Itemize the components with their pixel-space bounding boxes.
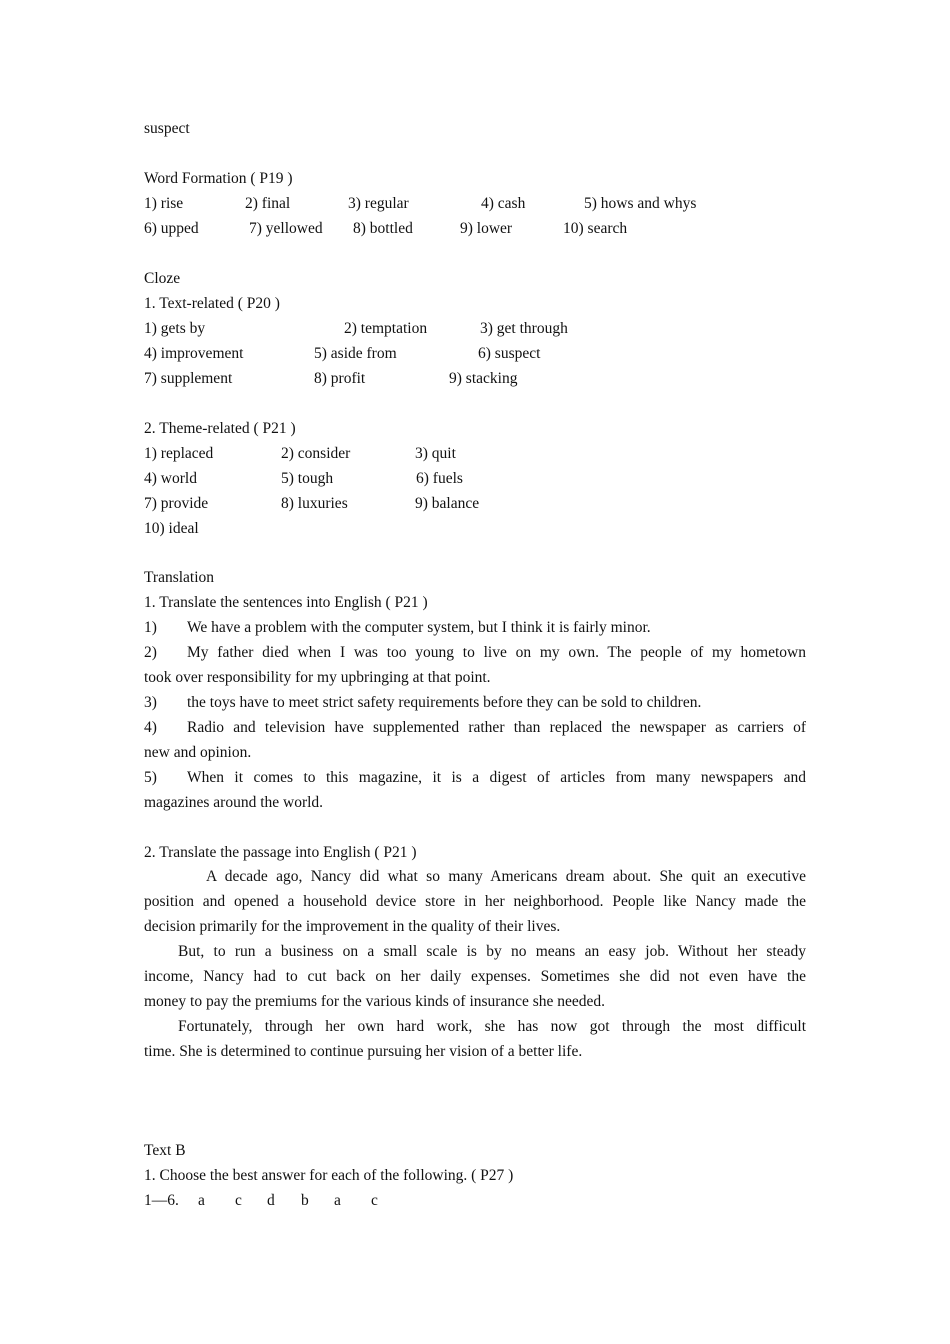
- passage-paragraph-1-line-1: A decade ago, Nancy did what so many Americans dream about. She quit an executive: [206, 868, 806, 885]
- sentence-4-line-2: new and opinion.: [144, 744, 252, 761]
- sentence-number: 5): [144, 769, 157, 786]
- sentence-number: 2): [144, 644, 157, 661]
- sentence-number: 3): [144, 694, 157, 711]
- word-formation-row-1: [144, 191, 806, 216]
- answer-item: 7) yellowed: [249, 220, 323, 237]
- text-related-row-2: [144, 341, 806, 366]
- text-b-answers: [144, 1188, 806, 1213]
- text-b-question-heading: 1. Choose the best answer for each of the following. ( P27 ): [144, 1167, 514, 1184]
- answer-item: 10) search: [563, 220, 628, 237]
- sentence-number: 1): [144, 619, 157, 636]
- answer-item: 3) quit: [415, 445, 456, 462]
- theme-related-row-3: [144, 491, 806, 516]
- sentence-1: We have a problem with the computer system, but I think it is fairly minor.: [187, 619, 651, 636]
- passage-heading: 2. Translate the passage into English ( P21 ): [144, 844, 417, 861]
- sentence-number: 4): [144, 719, 157, 736]
- passage-paragraph-2-line-2: income, Nancy had to cut back on her daily expenses. Sometimes she did not even have the: [144, 968, 806, 985]
- answer-item: 7) supplement: [144, 370, 233, 387]
- answer-item: 2) final: [245, 195, 291, 212]
- answer-item: 9) balance: [415, 495, 480, 512]
- passage-paragraph-2-line-3: money to pay the premiums for the various kinds of insurance she needed.: [144, 993, 606, 1010]
- theme-related-row-1: [144, 441, 806, 466]
- answer-item: 2) temptation: [344, 320, 428, 337]
- top-word: suspect: [144, 120, 190, 137]
- answer-item: 5) hows and whys: [584, 195, 697, 212]
- answer-item: 6) upped: [144, 220, 199, 237]
- answer-range-label: 1—6.: [144, 1192, 179, 1209]
- sentences-heading: 1. Translate the sentences into English ( P21 ): [144, 594, 428, 611]
- answer-item: 1) gets by: [144, 320, 206, 337]
- passage-paragraph-1-line-3: decision primarily for the improvement in the quality of their lives.: [144, 918, 561, 935]
- sentence-5-line-2: magazines around the world.: [144, 794, 324, 811]
- answer-item: 8) profit: [314, 370, 366, 387]
- answer-item: 5) aside from: [314, 345, 397, 362]
- word-formation-row-2: [144, 216, 806, 241]
- answer-item: 4) improvement: [144, 345, 244, 362]
- answer-item: 8) bottled: [353, 220, 413, 237]
- passage-paragraph-2-line-1: But, to run a business on a small scale is by no means an easy job. Without her steady: [178, 943, 806, 960]
- answer-letter: c: [371, 1192, 378, 1209]
- answer-item: 6) suspect: [478, 345, 541, 362]
- text-related-heading: 1. Text-related ( P20 ): [144, 295, 280, 312]
- answer-item: 9) lower: [460, 220, 513, 237]
- answer-item: 8) luxuries: [281, 495, 348, 512]
- answer-item: 7) provide: [144, 495, 209, 512]
- theme-related-heading: 2. Theme-related ( P21 ): [144, 420, 296, 437]
- answer-letter: d: [267, 1192, 275, 1209]
- theme-related-row-2: [144, 466, 806, 491]
- passage-paragraph-3-line-1: Fortunately, through her own hard work, she has now got through the most difficult: [178, 1018, 806, 1035]
- answer-item: 9) stacking: [449, 370, 518, 387]
- cloze-heading: Cloze: [144, 270, 181, 287]
- sentence-5-line-1: When it comes to this magazine, it is a digest of articles from many newspapers and: [187, 769, 806, 786]
- answer-item: 3) regular: [348, 195, 409, 212]
- answer-letter: c: [235, 1192, 242, 1209]
- answer-item: 3) get through: [480, 320, 568, 337]
- translation-heading: Translation: [144, 569, 215, 586]
- answer-item: 2) consider: [281, 445, 351, 462]
- answer-item: 6) fuels: [416, 470, 463, 487]
- answer-item: 4) world: [144, 470, 197, 487]
- answer-item: 1) rise: [144, 195, 184, 212]
- passage-paragraph-3-line-2: time. She is determined to continue pursuing her vision of a better life.: [144, 1043, 583, 1060]
- text-related-row-1: [144, 316, 806, 341]
- text-related-row-3: [144, 366, 806, 391]
- answer-item: 4) cash: [481, 195, 526, 212]
- answer-letter: a: [198, 1192, 205, 1209]
- sentence-2-line-1: My father died when I was too young to live on my own. The people of my hometown: [187, 644, 806, 661]
- sentence-4-line-1: Radio and television have supplemented rather than replaced the newspaper as carriers of: [187, 719, 806, 736]
- text-b-heading: Text B: [144, 1142, 186, 1159]
- sentence-2-line-2: took over responsibility for my upbringing at that point.: [144, 669, 491, 686]
- passage-paragraph-1-line-2: position and opened a household device store in her neighborhood. People like Nancy made the: [144, 893, 806, 910]
- sentence-3: the toys have to meet strict safety requirements before they can be sold to children.: [187, 694, 702, 711]
- word-formation-heading: Word Formation ( P19 ): [144, 170, 293, 187]
- answer-item: 10) ideal: [144, 520, 199, 537]
- theme-related-row-4: [144, 516, 806, 541]
- answer-item: 5) tough: [281, 470, 334, 487]
- answer-letter: a: [334, 1192, 341, 1209]
- answer-item: 1) replaced: [144, 445, 214, 462]
- answer-letter: b: [301, 1192, 309, 1209]
